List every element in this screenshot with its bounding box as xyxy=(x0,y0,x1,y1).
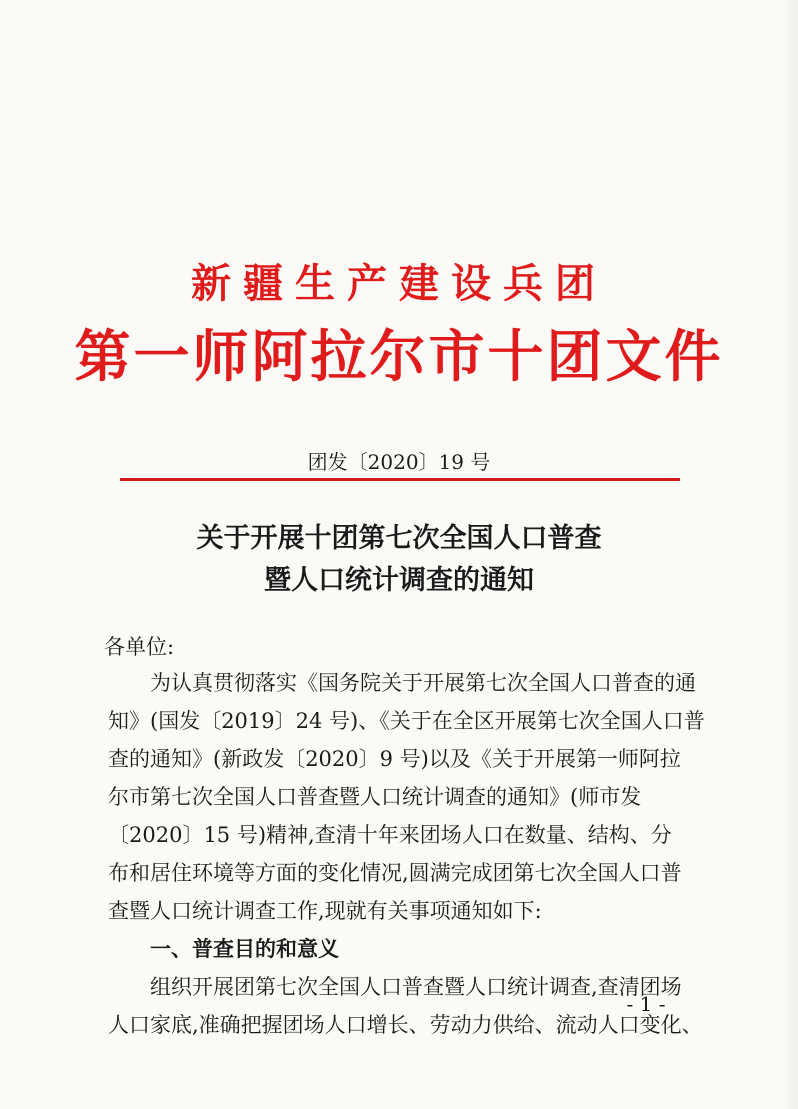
body-text xyxy=(108,664,705,1044)
body-line: 查的通知》(新政发〔2020〕9 号)以及《关于开展第一师阿拉 xyxy=(108,747,681,771)
section-heading: 一、普查目的和意义 xyxy=(150,937,339,961)
scan-edge-shadow xyxy=(784,0,798,1109)
body-line: 〔2020〕15 号)精神,查清十年来团场人口在数量、结构、分 xyxy=(108,823,672,847)
body-line: 人口家底,准确把握团场人口增长、劳动力供给、流动人口变化、 xyxy=(108,1013,703,1037)
notice-title-line-1: 关于开展十团第七次全国人口普查 xyxy=(196,523,602,554)
document-header: 第一师阿拉尔市十团文件 xyxy=(74,325,724,390)
body-line: 布和居住环境等方面的变化情况,圆满完成团第七次全国人口普 xyxy=(108,861,682,885)
document-number: 团发〔2020〕19 号 xyxy=(307,450,491,474)
salutation: 各单位: xyxy=(104,635,175,659)
body-line: 组织开展团第七次全国人口普查暨人口统计调查,查清团场 xyxy=(150,975,682,999)
notice-title-line-2: 暨人口统计调查的通知 xyxy=(264,565,534,596)
body-line: 尔市第七次全国人口普查暨人口统计调查的通知》(师市发 xyxy=(108,785,642,809)
body-line: 查暨人口统计调查工作,现就有关事项通知如下: xyxy=(108,899,542,923)
red-divider-line xyxy=(120,478,680,481)
page-number: - 1 - xyxy=(626,992,666,1016)
issuer-header: 新疆生产建设兵团 xyxy=(191,261,607,307)
notice-title xyxy=(0,518,798,602)
body-line: 为认真贯彻落实《国务院关于开展第七次全国人口普查的通 xyxy=(150,671,696,695)
body-line: 知》(国发〔2019〕24 号)、《关于在全区开展第七次全国人口普 xyxy=(108,709,705,733)
